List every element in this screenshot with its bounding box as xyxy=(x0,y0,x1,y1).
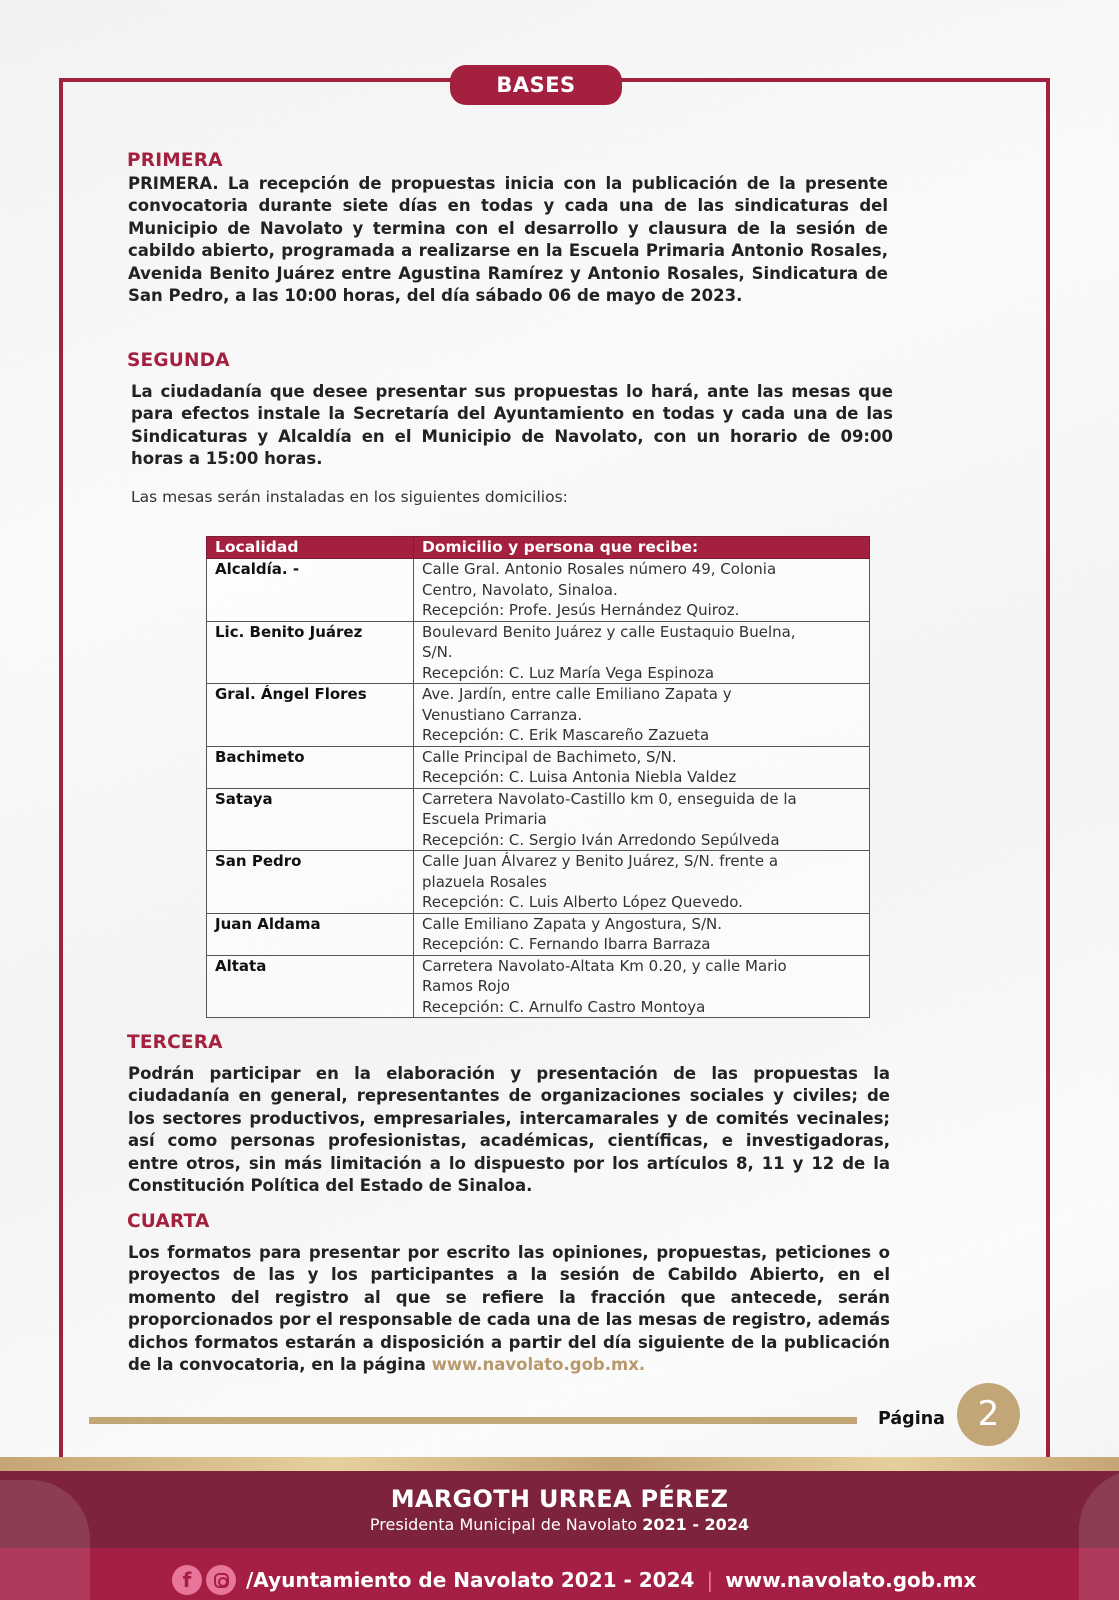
domicilio-line: Carretera Navolato-Castillo km 0, enseguida de la xyxy=(422,789,797,808)
table-row xyxy=(207,913,870,955)
domicilio-line: Calle Gral. Antonio Rosales número 49, Colonia xyxy=(422,560,777,578)
domicilio-line: Calle Emiliano Zapata y Angostura, S/N. xyxy=(422,914,723,933)
section-body-segunda: La ciudadanía que desee presentar sus propuestas lo hará, ante las mesas que para efectos instale la Secretaría del Ayuntamiento en todas y cada una de las Sindicaturas y Alcaldía en el Municipio de Navolato, con un horario de 09:00 horas a 15:00 horas. xyxy=(131,382,893,469)
domicilio-line: Carretera Navolato-Altata Km 0.20, y calle Mario xyxy=(422,956,787,975)
table-row xyxy=(207,955,870,1018)
domicilio-cell xyxy=(414,955,870,1018)
table-row xyxy=(207,851,870,914)
domicilio-cell xyxy=(414,788,870,851)
section-title-primera: PRIMERA xyxy=(127,150,223,171)
domicilio-line: Recepción: C. Erik Mascareño Zazueta xyxy=(422,726,710,744)
domicilio-cell xyxy=(414,621,870,684)
localidad-cell: Sataya xyxy=(207,788,414,851)
domicilio-line: Calle Juan Álvarez y Benito Juárez, S/N. frente a xyxy=(422,852,779,870)
domicilio-line: plazuela Rosales xyxy=(422,872,547,891)
domicilio-line: Recepción: C. Luis Alberto López Quevedo. xyxy=(422,893,743,911)
table-row xyxy=(207,788,870,851)
website-link[interactable]: www.navolato.gob.mx. xyxy=(431,1355,646,1375)
domicilio-line: Recepción: C. Luz María Vega Espinoza xyxy=(422,663,715,682)
table-row xyxy=(207,621,870,684)
social-handle[interactable]: /Ayuntamiento de Navolato 2021 - 2024 xyxy=(246,1568,695,1592)
domicilio-line: S/N. xyxy=(422,643,453,661)
domicilios-note: Las mesas serán instaladas en los siguientes domicilios: xyxy=(131,488,568,506)
localidad-cell: Juan Aldama xyxy=(207,913,414,955)
domicilio-line: Calle Principal de Bachimeto, S/N. xyxy=(422,747,677,766)
domicilio-line: Escuela Primaria xyxy=(422,810,547,828)
section-body-tercera: Podrán participar en la elaboración y presentación de las propuestas la ciudadanía en general, representantes de organizaciones sociales y civiles; de los sectores productivos, empresariales, intercamarales y de comités vecinales; así como personas profesionistas, académicas, científicas, e investigadoras, entre otros, sin más limitación a lo dispuesto por los artículos 8, 11 y 12 de la Constitución Política del Estado de Sinaloa. xyxy=(128,1064,890,1196)
domicilios-table xyxy=(206,536,870,1018)
page-divider xyxy=(89,1417,857,1424)
footer-name: MARGOTH URREA PÉREZ xyxy=(390,1485,729,1513)
domicilio-line: Recepción: C. Luisa Antonia Niebla Valdez xyxy=(422,768,737,786)
bases-badge: BASES xyxy=(450,65,622,105)
column-header-domicilio: Domicilio y persona que recibe: xyxy=(414,537,870,559)
section-body-cuarta-text: Los formatos para presentar por escrito las opiniones, propuestas, peticiones o proyectos de las y los participantes a la sesión de Cabildo Abierto, en el momento del registro al que se refiere la fracción que antecede, serán proporcionados por el responsable de cada una de las mesas de registro, además dichos formatos estarán a disposición a partir del día siguiente de la publicación de la convocatoria, en la página xyxy=(128,1243,890,1375)
page-label: Página xyxy=(878,1409,945,1429)
domicilio-line: Recepción: Profe. Jesús Hernández Quiroz. xyxy=(422,601,740,619)
table-header-row xyxy=(207,537,870,559)
localidad-cell: San Pedro xyxy=(207,851,414,914)
column-header-localidad: Localidad xyxy=(207,537,414,559)
domicilio-line: Ramos Rojo xyxy=(422,977,510,995)
domicilio-cell xyxy=(414,851,870,914)
footer-role xyxy=(0,1515,1119,1534)
domicilio-cell xyxy=(414,913,870,955)
localidad-cell: Alcaldía. - xyxy=(207,559,414,622)
footer-website[interactable]: www.navolato.gob.mx xyxy=(725,1568,977,1592)
footer-separator: | xyxy=(706,1568,714,1592)
domicilio-line: Boulevard Benito Juárez y calle Eustaquio Buelna, xyxy=(422,622,796,641)
section-body-primera: PRIMERA. La recepción de propuestas inicia con la publicación de la presente convocatoria durante siete días en todas y cada una de las sindicaturas del Municipio de Navolato y termina con el desarrollo y clausura de la sesión de cabildo abierto, programada a realizarse en la Escuela Primaria Antonio Rosales, Avenida Benito Juárez entre Agustina Ramírez y Antonio Rosales, Sindicatura de San Pedro, a las 10:00 horas, del día sábado 06 de mayo de 2023. xyxy=(128,174,888,306)
instagram-icon[interactable] xyxy=(206,1565,236,1595)
domicilio-line: Recepción: C. Arnulfo Castro Montoya xyxy=(422,997,706,1016)
localidad-cell: Bachimeto xyxy=(207,746,414,788)
table-row xyxy=(207,684,870,747)
section-body-cuarta xyxy=(128,1242,890,1376)
footer-social xyxy=(172,1565,976,1595)
localidad-cell: Altata xyxy=(207,955,414,1018)
page-number: 2 xyxy=(957,1383,1020,1446)
localidad-cell: Lic. Benito Juárez xyxy=(207,621,414,684)
domicilio-cell xyxy=(414,559,870,622)
localidad-cell: Gral. Ángel Flores xyxy=(207,684,414,747)
domicilio-cell xyxy=(414,684,870,747)
domicilio-line: Recepción: C. Fernando Ibarra Barraza xyxy=(422,935,711,953)
footer-gold-band xyxy=(0,1457,1119,1471)
section-title-tercera: TERCERA xyxy=(127,1032,223,1053)
table-row xyxy=(207,746,870,788)
footer-term: 2021 - 2024 xyxy=(642,1515,750,1534)
domicilio-cell xyxy=(414,746,870,788)
footer-role-text: Presidenta Municipal de Navolato xyxy=(369,1515,638,1534)
facebook-icon[interactable]: f xyxy=(172,1565,202,1595)
domicilio-line: Venustiano Carranza. xyxy=(422,705,583,724)
domicilio-line: Centro, Navolato, Sinaloa. xyxy=(422,580,618,599)
domicilio-line: Ave. Jardín, entre calle Emiliano Zapata y xyxy=(422,685,732,703)
section-title-cuarta: CUARTA xyxy=(127,1211,210,1232)
table-row xyxy=(207,559,870,622)
domicilio-line: Recepción: C. Sergio Iván Arredondo Sepúlveda xyxy=(422,830,780,849)
section-title-segunda: SEGUNDA xyxy=(127,350,230,371)
